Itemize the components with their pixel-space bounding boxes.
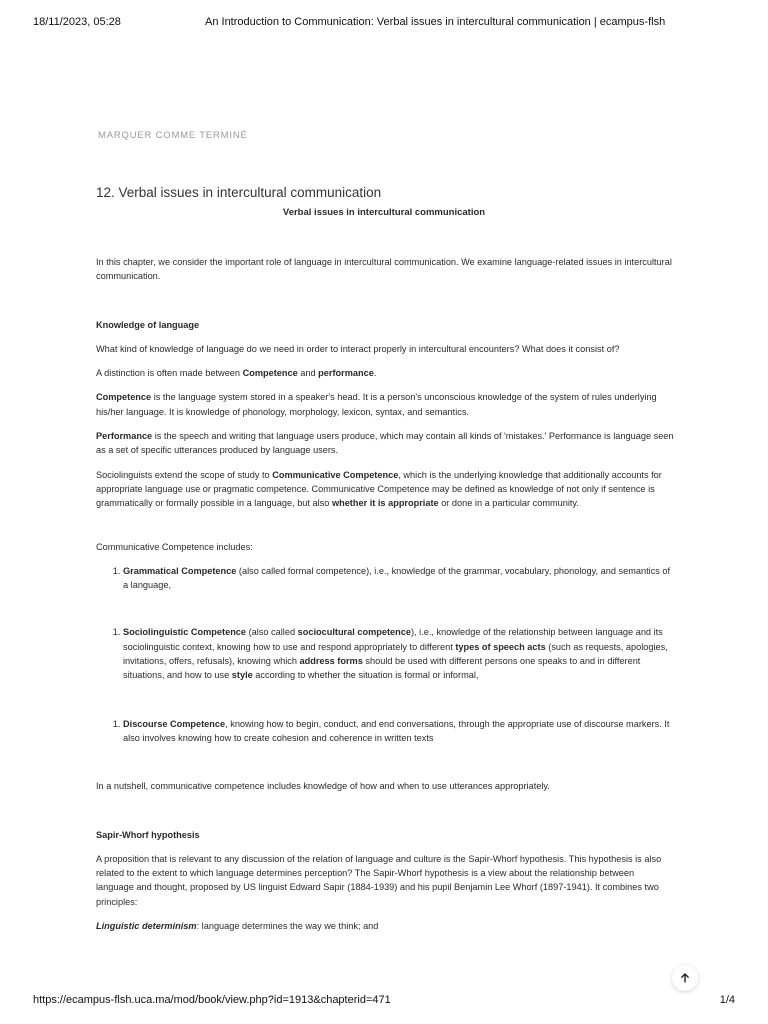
chapter-content	[96, 255, 674, 933]
question-paragraph: What kind of knowledge of language do we need in order to interact properly in intercultural encounters? What does it consist of?	[96, 343, 620, 354]
print-date: 18/11/2023, 05:28	[33, 16, 121, 28]
chapter-subtitle: Verbal issues in intercultural communication	[282, 207, 486, 218]
print-header	[0, 0, 768, 40]
chapter-title: 12. Verbal issues in intercultural communication	[96, 185, 382, 200]
knowledge-heading: Knowledge of language	[96, 319, 200, 330]
mark-as-done-button[interactable]: MARQUER COMME TERMINÉ	[98, 130, 248, 141]
sapir-whorf-paragraph: A proposition that is relevant to any discussion of the relation of language and culture is the Sapir-Whorf hypothesis. This hypothesis is also related to the extent to which language determines perception? The Sapir-Whorf hypothesis is a view about the relationship between language and thought, proposed by US linguist Edward Sapir (1884-1939) and his pupil Benjamin Lee Whorf (1897-1941). It combines two principles:	[96, 853, 662, 907]
nutshell-paragraph: In a nutshell, communicative competence includes knowledge of how and when to use utterances appropriately.	[96, 781, 550, 792]
print-footer	[0, 990, 768, 1010]
list-item	[96, 717, 674, 746]
determinism-paragraph: Linguistic determinism: language determines the way we think; and	[96, 921, 379, 932]
page-number: 1/4	[719, 994, 735, 1006]
performance-paragraph: Performance is the speech and writing that language users produce, which may contain all kinds of 'mistakes.' Performance is language seen as a set of specific utterances produced by language users.	[96, 431, 674, 456]
sociolinguistic-competence-item: 1. Sociolinguistic Competence (also called sociocultural competence), i.e., knowledge of the relationship between language and its sociolinguistic context, knowing how to use and respond appropriately to different types of speech acts (such as requests, apologies, invitations, offers, refusals), knowing which address forms should be used with different persons one speaks to and in different situations, and how to use style according to whether the situation is formal or informal,	[123, 625, 674, 682]
print-url: https://ecampus-flsh.uca.ma/mod/book/view.php?id=1913&chapterid=471	[33, 994, 391, 1006]
list-item	[96, 625, 674, 682]
print-page-title: An Introduction to Communication: Verbal issues in intercultural communication | ecampus-flsh	[205, 16, 666, 28]
grammatical-competence-item: 1. Grammatical Competence (also called formal competence), i.e., knowledge of the grammar, vocabulary, phonology, and semantics of a language,	[123, 564, 674, 593]
sociolinguists-paragraph: Sociolinguists extend the scope of study to Communicative Competence, which is the underlying knowledge that additionally accounts for appropriate language use or pragmatic competence. Communicative Competence may be defined as knowledge of not only if sentence is grammatically or formally possible in a language, but also whether it is appropriate or done in a particular community.	[96, 469, 662, 509]
discourse-competence-item: 1. Discourse Competence, knowing how to begin, conduct, and end conversations, through the appropriate use of discourse markers. It also involves knowing how to create cohesion and coherence in written texts	[123, 717, 674, 746]
distinction-paragraph: A distinction is often made between Competence and performance.	[96, 368, 377, 379]
intro-paragraph: In this chapter, we consider the important role of language in intercultural communication. We examine language-related issues in intercultural communication.	[96, 257, 672, 282]
competence-paragraph: Competence is the language system stored in a speaker's head. It is a person's unconscious knowledge of the system of rules underlying his/her language. It is knowledge of phonology, morphology, lexicon, syntax, and semantics.	[96, 392, 657, 417]
arrow-up-icon	[680, 973, 690, 983]
list-item	[96, 564, 674, 593]
cc-includes-paragraph: Communicative Competence includes:	[96, 541, 253, 552]
back-to-top-button[interactable]	[672, 965, 698, 991]
sapir-whorf-heading: Sapir-Whorf hypothesis	[96, 829, 200, 840]
